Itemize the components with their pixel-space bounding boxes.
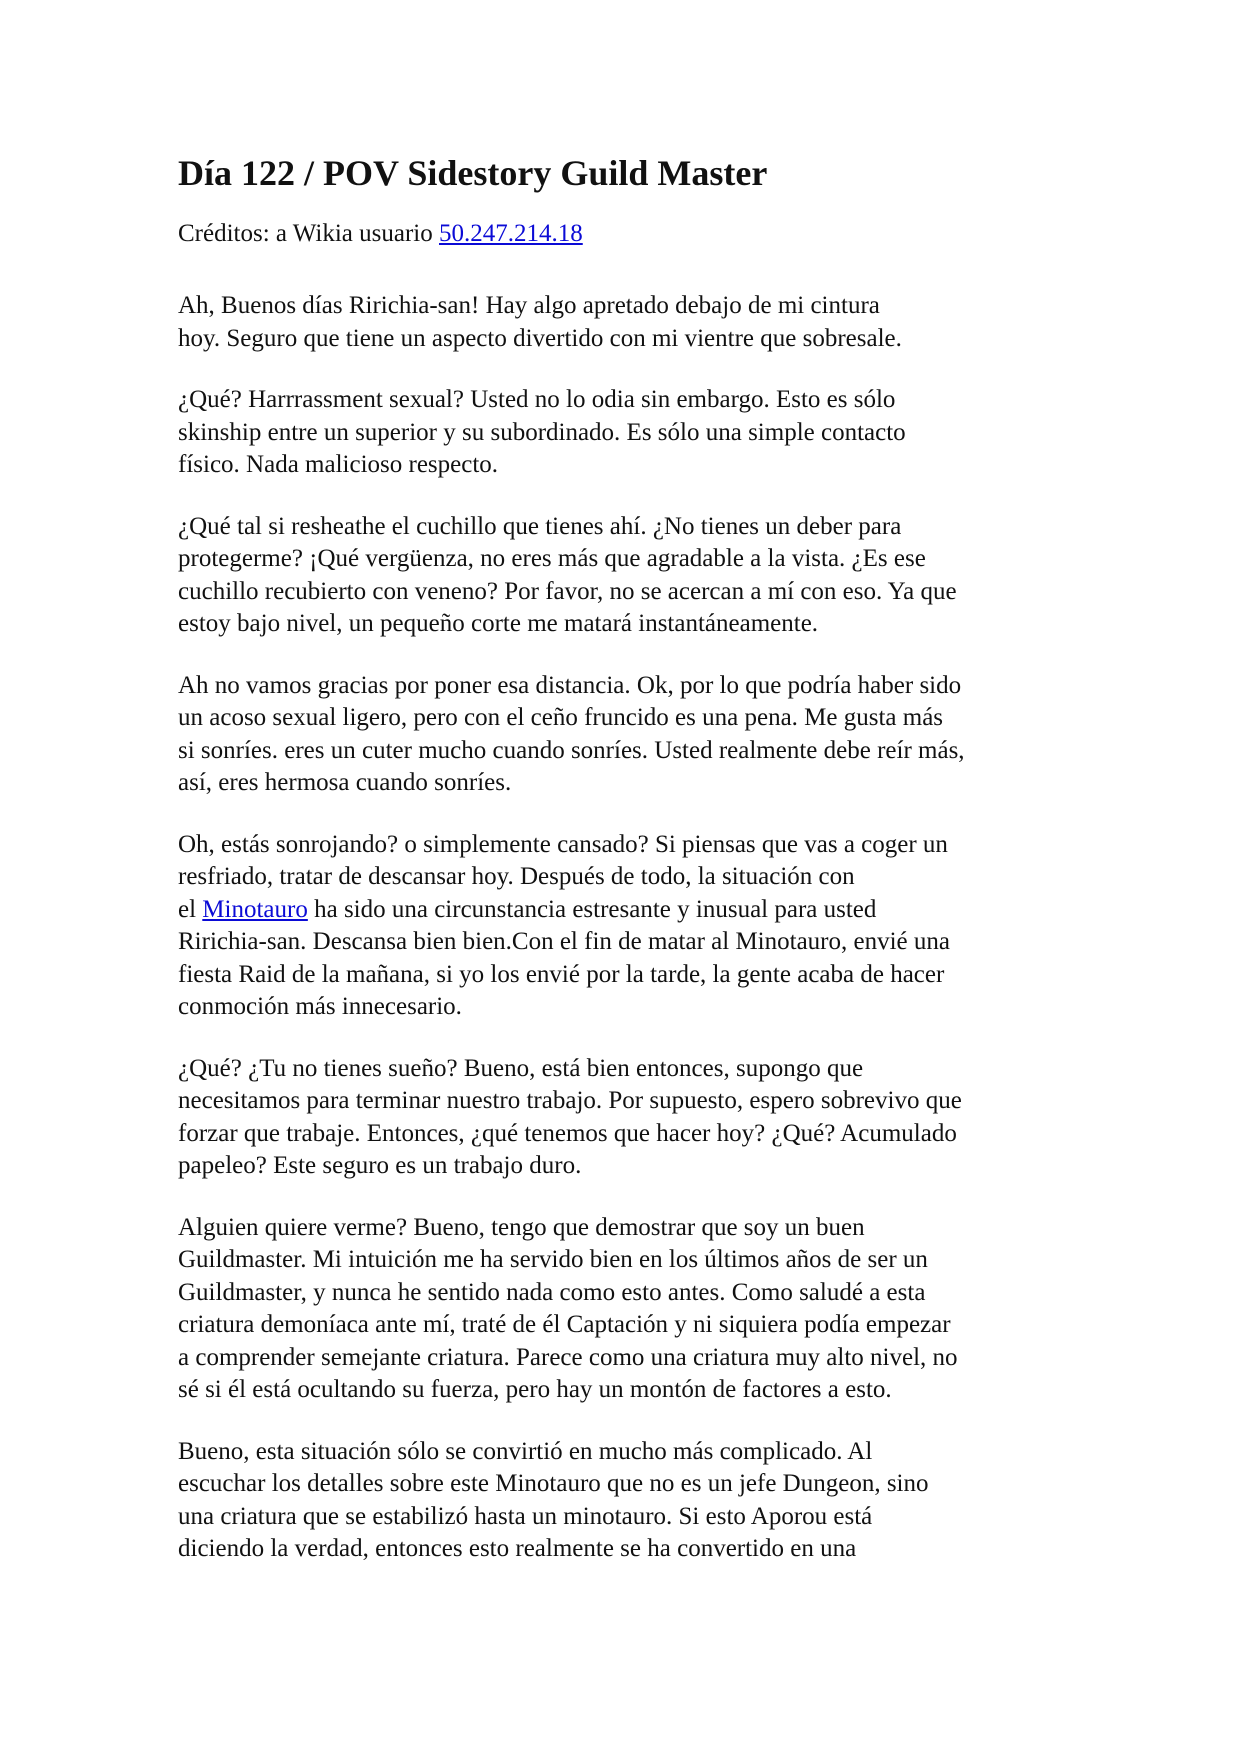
paragraph-line: a comprender semejante criatura. Parece como una criatura muy alto nivel, no xyxy=(178,1343,958,1371)
paragraph-1 xyxy=(178,290,1078,355)
paragraph-line: fiesta Raid de la mañana, si yo los envié por la tarde, la gente acaba de hacer xyxy=(178,960,945,988)
paragraph-line: diciendo la verdad, entonces esto realmente se ha convertido en una xyxy=(178,1535,857,1563)
paragraph-line: protegerme? ¡Qué vergüenza, no eres más que agradable a la vista. ¿Es ese xyxy=(178,545,926,573)
paragraph-line: Bueno, esta situación sólo se convirtió en mucho más complicado. Al xyxy=(178,1437,873,1465)
credits-line xyxy=(178,217,1078,250)
paragraph-2 xyxy=(178,384,1078,482)
paragraph-3 xyxy=(178,511,1078,641)
paragraph-line: forzar que trabaje. Entonces, ¿qué tenemos que hacer hoy? ¿Qué? Acumulado xyxy=(178,1119,957,1147)
paragraph-line: una criatura que se estabilizó hasta un minotauro. Si esto Aporou está xyxy=(178,1502,873,1530)
line-suffix: ha sido una circunstancia estresante y inusual para usted xyxy=(307,895,877,923)
paragraph-line: así, eres hermosa cuando sonríes. xyxy=(178,769,512,797)
paragraph-line: Guildmaster, y nunca he sentido nada como esto antes. Como saludé a esta xyxy=(178,1278,926,1306)
document-page xyxy=(178,140,1078,1595)
paragraph-line-with-link xyxy=(178,894,1078,927)
paragraph-line: conmoción más innecesario. xyxy=(178,993,462,1021)
line-prefix: el xyxy=(178,895,203,923)
paragraph-line: hoy. Seguro que tiene un aspecto divertido con mi vientre que sobresale. xyxy=(178,324,902,352)
paragraph-line: físico. Nada malicioso respecto. xyxy=(178,451,499,479)
article-body xyxy=(178,290,1078,1566)
paragraph-line: necesitamos para terminar nuestro trabajo. Por supuesto, espero sobrevivo que xyxy=(178,1087,962,1115)
paragraph-line: Ah, Buenos días Ririchia-san! Hay algo apretado debajo de mi cintura xyxy=(178,292,880,320)
paragraph-line: estoy bajo nivel, un pequeño corte me matará instantáneamente. xyxy=(178,610,819,638)
minotauro-link[interactable]: Minotauro xyxy=(202,895,308,923)
paragraph-line: Guildmaster. Mi intuición me ha servido bien en los últimos años de ser un xyxy=(178,1246,928,1274)
paragraph-line: papeleo? Este seguro es un trabajo duro. xyxy=(178,1152,582,1180)
paragraph-4 xyxy=(178,670,1078,800)
paragraph-line: escuchar los detalles sobre este Minotauro que no es un jefe Dungeon, sino xyxy=(178,1470,929,1498)
paragraph-line: ¿Qué tal si resheathe el cuchillo que tienes ahí. ¿No tienes un deber para xyxy=(178,512,902,540)
paragraph-line: cuchillo recubierto con veneno? Por favor, no se acercan a mí con eso. Ya que xyxy=(178,577,957,605)
paragraph-line: skinship entre un superior y su subordinado. Es sólo una simple contacto xyxy=(178,418,906,446)
paragraph-line: Oh, estás sonrojando? o simplemente cansado? Si piensas que vas a coger un xyxy=(178,830,948,858)
paragraph-line: un acoso sexual ligero, pero con el ceño fruncido es una pena. Me gusta más xyxy=(178,704,944,732)
credits-prefix: Créditos: a Wikia usuario xyxy=(178,220,439,248)
paragraph-line: criatura demoníaca ante mí, traté de él Captación y ni siquiera podía empezar xyxy=(178,1311,951,1339)
paragraph-5 xyxy=(178,829,1078,1024)
paragraph-line: ¿Qué? ¿Tu no tienes sueño? Bueno, está bien entonces, supongo que xyxy=(178,1054,864,1082)
paragraph-line: Ah no vamos gracias por poner esa distancia. Ok, por lo que podría haber sido xyxy=(178,671,962,699)
paragraph-8 xyxy=(178,1436,1078,1566)
paragraph-6 xyxy=(178,1053,1078,1183)
page-title: Día 122 / POV Sidestory Guild Master xyxy=(178,153,768,193)
paragraph-line: si sonríes. eres un cuter mucho cuando sonríes. Usted realmente debe reír más, xyxy=(178,736,965,764)
paragraph-line: Ririchia-san. Descansa bien bien.Con el fin de matar al Minotauro, envié una xyxy=(178,928,950,956)
paragraph-line: ¿Qué? Harrrassment sexual? Usted no lo odia sin embargo. Esto es sólo xyxy=(178,386,896,414)
paragraph-line: sé si él está ocultando su fuerza, pero hay un montón de factores a esto. xyxy=(178,1376,892,1404)
paragraph-line: Alguien quiere verme? Bueno, tengo que demostrar que soy un buen xyxy=(178,1213,865,1241)
paragraph-line: resfriado, tratar de descansar hoy. Después de todo, la situación con xyxy=(178,863,855,891)
paragraph-7 xyxy=(178,1212,1078,1407)
credits-user-link[interactable]: 50.247.214.18 xyxy=(439,220,583,248)
